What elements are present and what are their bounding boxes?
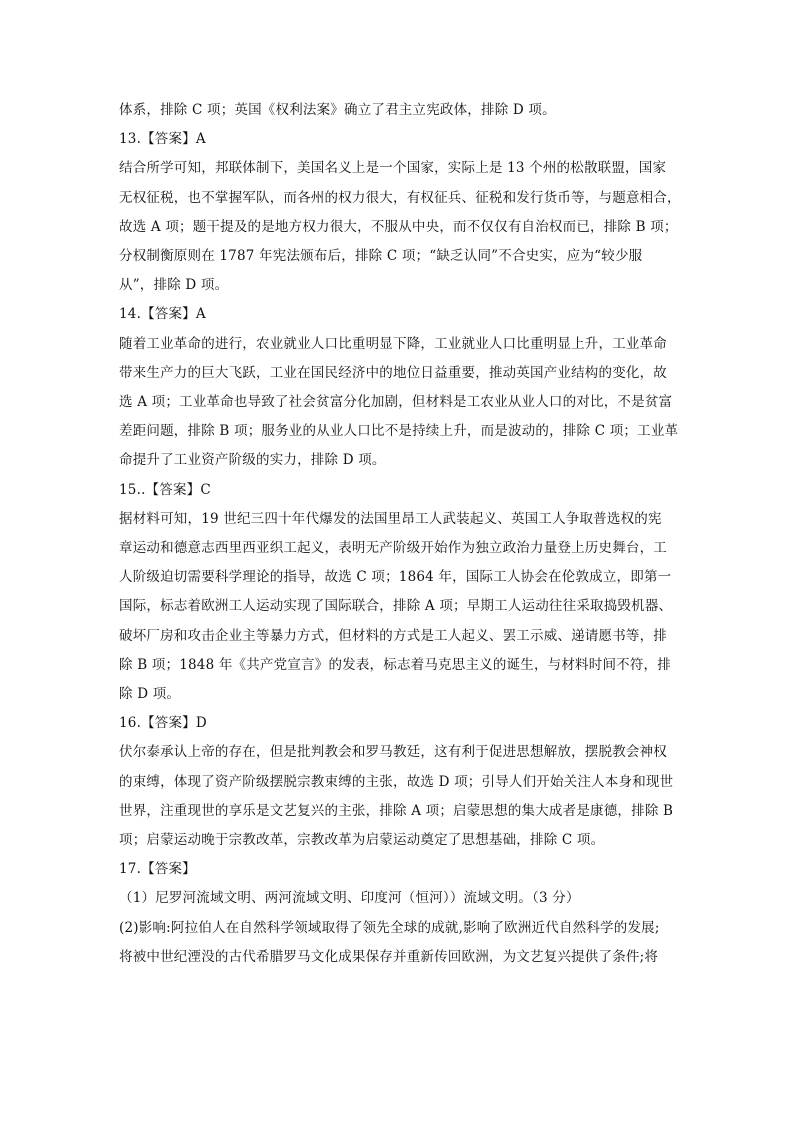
text-line: 破坏厂房和攻击企业主等暴力方式，但材料的方式是工人起义、罢工示威、递请愿书等，排 [119, 627, 667, 644]
text-line: 据材料可知，19 世纪三四十年代爆发的法国里昂工人武装起义、英国工人争取普选权的宪 [119, 510, 662, 527]
text-line: 章运动和德意志西里西亚织工起义，表明无产阶级开始作为独立政治力量登上历史舞台，工 [119, 540, 667, 557]
text-line: 差距问题，排除 B 项；服务业的从业人口比不是持续上升，而是波动的，排除 C 项；工业革 [119, 423, 679, 440]
text-line: 除 B 项；1848 年《共产党宣言》的发表，标志着马克思主义的诞生，与材料时间不符，排 [119, 656, 671, 673]
text-line: （1）尼罗河流域文明、两河流域文明、印度河（恒河））流域文明。（3 分） [119, 890, 580, 907]
text-line: 从”，排除 D 项。 [119, 277, 229, 294]
text-line: 伏尔泰承认上帝的存在，但是批判教会和罗马教廷，这有利于促进思想解放，摆脱教会神权 [119, 744, 667, 761]
answer-heading-13: 13.【答案】A [119, 131, 206, 148]
text-line: (2)影响:阿拉伯人在自然科学领域取得了领先全球的成就,影响了欧洲近代自然科学的发展; [119, 919, 660, 936]
text-line: 带来生产力的巨大飞跃，工业在国民经济中的地位日益重要，推动英国产业结构的变化，故 [119, 364, 667, 381]
text-line: 世界，注重现世的享乐是文艺复兴的主张，排除 A 项；启蒙思想的集大成者是康德，排除 B [119, 802, 674, 819]
text-line: 命提升了工业资产阶级的实力，排除 D 项。 [119, 452, 386, 469]
text-line: 将被中世纪湮没的古代希腊罗马文化成果保存并重新传回欧洲，为文艺复兴提供了条件;将 [119, 948, 659, 965]
text-line: 选 A 项；工业革命也导致了社会贫富分化加剧，但材料是工农业从业人口的对比，不是贫富 [119, 394, 673, 411]
text-line: 体系，排除 C 项；英国《权利法案》确立了君主立宪政体，排除 D 项。 [119, 102, 556, 118]
text-line: 分权制衡原则在 1787 年宪法颁布后，排除 C 项；“缺乏认同”不合史实，应为“较少服 [119, 248, 643, 265]
text-line: 除 D 项。 [119, 686, 181, 703]
document-page [119, 96, 679, 972]
answer-heading-15: 15..【答案】C [119, 481, 211, 498]
text-line: 的束缚，体现了资产阶级摆脱宗教束缚的主张，故选 D 项；引导人们开始关注人本身和现世 [119, 773, 674, 790]
text-line: 故选 A 项；题干提及的是地方权力很大，不服从中央，而不仅仅有自治权而已，排除 B 项； [119, 218, 678, 235]
answer-heading-14: 14.【答案】A [119, 306, 206, 323]
text-line: 无权征税，也不掌握军队，而各州的权力很大，有权征兵、征税和发行货币等，与题意相合， [119, 189, 681, 206]
text-line: 国际，标志着欧洲工人运动实现了国际联合，排除 A 项；早期工人运动往往采取捣毁机器、 [119, 598, 673, 615]
answer-heading-17: 17.【答案】 [119, 861, 196, 878]
text-line: 随着工业革命的进行，农业就业人口比重明显下降，工业就业人口比重明显上升，工业革命 [119, 335, 667, 352]
text-line: 结合所学可知，邦联体制下，美国名义上是一个国家，实际上是 13 个州的松散联盟，国家 [119, 160, 667, 177]
answer-heading-16: 16.【答案】D [119, 715, 207, 732]
text-line: 项；启蒙运动晚于宗教改革，宗教改革为启蒙运动奠定了思想基础，排除 C 项。 [119, 832, 605, 849]
text-line: 人阶级迫切需要科学理论的指导，故选 C 项；1864 年，国际工人协会在伦敦成立，即第一 [119, 569, 672, 586]
